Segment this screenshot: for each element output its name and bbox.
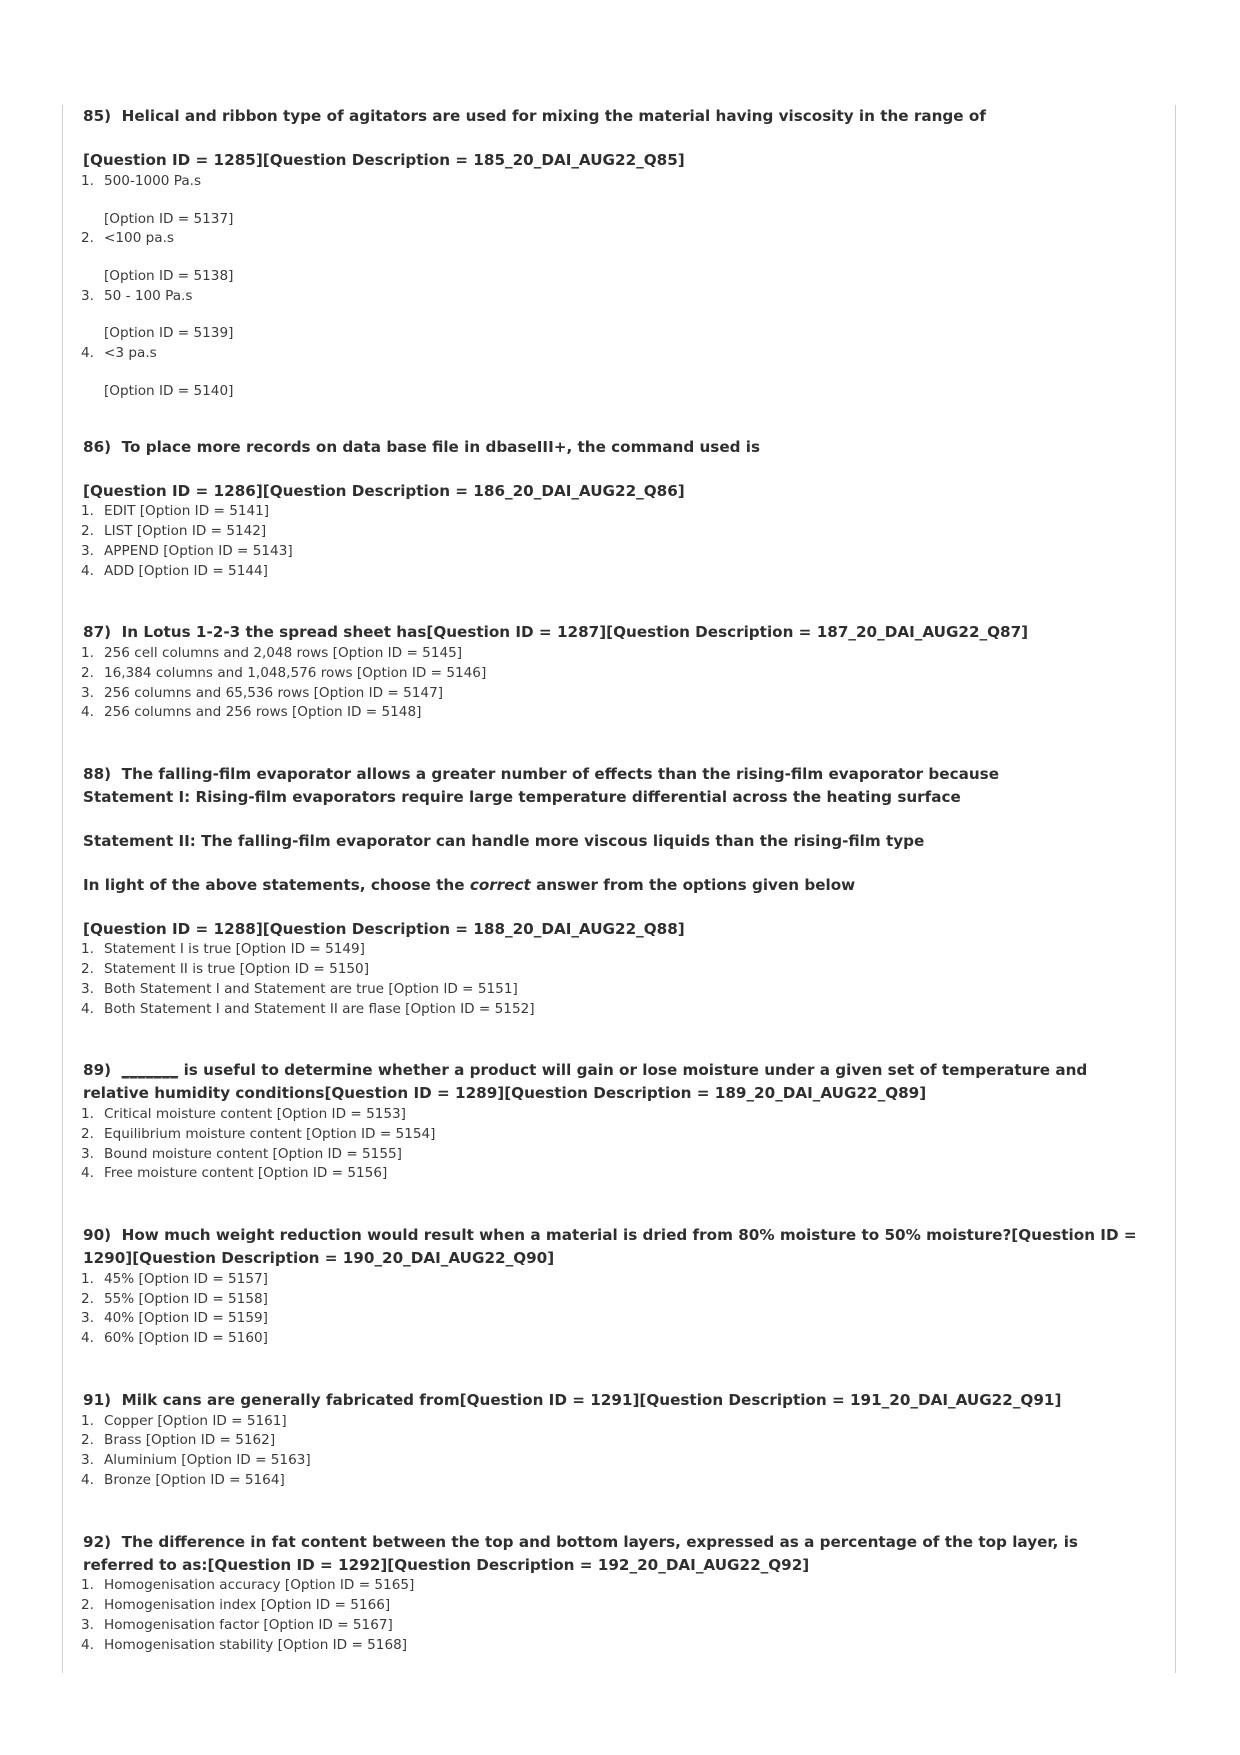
option-item[interactable] — [73, 502, 1155, 522]
question-block-86 — [73, 436, 1155, 582]
option-item[interactable] — [73, 287, 1155, 307]
option-number: 4. — [81, 1636, 94, 1653]
option-text: Copper [Option ID = 5161] — [104, 1412, 287, 1429]
option-id-label: [Option ID = 5139] — [104, 325, 234, 342]
question-stem-90-line2: 1290][Question Description = 190_20_DAI_AUG22_Q90] — [83, 1249, 555, 1268]
option-number: 1. — [81, 941, 94, 958]
question-block-88 — [73, 763, 1155, 1019]
question-stem-87 — [73, 621, 1155, 644]
option-text: Free moisture content [Option ID = 5156] — [104, 1165, 388, 1182]
spacer — [73, 192, 1155, 210]
option-text: 60% [Option ID = 5160] — [104, 1329, 268, 1346]
option-number: 3. — [81, 1616, 94, 1633]
option-text: Statement I is true [Option ID = 5149] — [104, 941, 365, 958]
option-text: Homogenisation index [Option ID = 5166] — [104, 1597, 391, 1614]
option-item[interactable] — [73, 1616, 1155, 1636]
option-item[interactable] — [73, 644, 1155, 664]
spacer — [73, 1491, 1155, 1531]
question-stem-86 — [73, 436, 1155, 459]
option-item[interactable] — [73, 1000, 1155, 1020]
option-number: 3. — [81, 684, 94, 701]
question-number-92: 92) — [83, 1532, 112, 1551]
question-number-85: 85) — [83, 107, 112, 125]
option-text: 500-1000 Pa.s — [104, 172, 202, 189]
option-text: Bronze [Option ID = 5164] — [104, 1471, 285, 1488]
question-text-85: Helical and ribbon type of agitators are used for mixing the material having viscosity in the range of — [121, 107, 986, 125]
option-item[interactable] — [73, 1636, 1155, 1656]
options-list-90 — [73, 1270, 1155, 1349]
question-stem-90 — [73, 1224, 1155, 1247]
spacer — [73, 128, 1155, 149]
option-id-label: [Option ID = 5138] — [104, 268, 234, 284]
option-text: Homogenisation factor [Option ID = 5167] — [104, 1616, 393, 1633]
spacer — [73, 364, 1155, 382]
option-text: Statement II is true [Option ID = 5150] — [104, 961, 369, 978]
option-number: 3. — [81, 1452, 94, 1469]
spacer — [73, 723, 1155, 763]
option-item[interactable] — [73, 1329, 1155, 1349]
option-number: 4. — [81, 1000, 94, 1017]
option-item[interactable] — [73, 1164, 1155, 1184]
instruction-post: answer from the options given below — [530, 875, 856, 894]
spacer — [73, 1019, 1155, 1059]
question-number-86: 86) — [83, 437, 112, 456]
option-item[interactable] — [73, 229, 1155, 249]
option-number: 4. — [81, 704, 94, 721]
option-number: 1. — [81, 1270, 94, 1287]
options-list-91 — [73, 1412, 1155, 1491]
question-text-92: The difference in fat content between the top and bottom layers, expressed as a percentage of the top layer, is — [121, 1532, 1078, 1551]
option-item[interactable] — [73, 1451, 1155, 1471]
option-number: 4. — [81, 1329, 94, 1346]
option-item[interactable] — [73, 1105, 1155, 1125]
question-text-91: Milk cans are generally fabricated from[Question ID = 1291][Question Description = 191_20_DAI_AUG22_Q91] — [121, 1390, 1062, 1409]
question-block-87 — [73, 621, 1155, 723]
option-number: 2. — [81, 961, 94, 978]
question-meta-88: [Question ID = 1288][Question Description = 188_20_DAI_AUG22_Q88] — [83, 919, 685, 938]
option-item[interactable] — [73, 172, 1155, 192]
option-number: 3. — [81, 1310, 94, 1327]
question-stem-91 — [73, 1389, 1155, 1412]
option-number: 2. — [81, 665, 94, 682]
option-text: Aluminium [Option ID = 5163] — [104, 1452, 311, 1469]
question-stem-85 — [73, 105, 1155, 128]
option-text: APPEND [Option ID = 5143] — [104, 542, 293, 559]
question-stem-92-line2: referred to as:[Question ID = 1292][Question Description = 192_20_DAI_AUG22_Q92] — [83, 1555, 810, 1574]
option-text: Homogenisation accuracy [Option ID = 5165] — [104, 1577, 415, 1594]
option-item[interactable] — [73, 1412, 1155, 1432]
fill-in-blank: _______ — [121, 1061, 179, 1080]
instruction-pre: In light of the above statements, choose the — [83, 875, 470, 894]
options-list-85 — [73, 172, 1155, 402]
option-number: 1. — [81, 1412, 94, 1429]
instruction-line — [73, 874, 1155, 897]
question-text-88: The falling-film evaporator allows a greater number of effects than the rising-film evaporator because — [121, 765, 1000, 784]
option-number: 4. — [81, 1471, 94, 1488]
question-text-89: is useful to determine whether a product will gain or lose moisture under a given set of temperature and — [178, 1061, 1088, 1080]
option-number: 3. — [81, 1145, 94, 1162]
option-text: 40% [Option ID = 5159] — [104, 1310, 268, 1327]
question-text-86: To place more records on data base file in dbaseIII+, the command used is — [121, 437, 761, 456]
option-text: 256 columns and 256 rows [Option ID = 5148] — [104, 704, 422, 721]
option-number: 2. — [81, 523, 94, 540]
question-paper-page — [62, 105, 1176, 1673]
question-block-85 — [73, 105, 1155, 402]
option-number: 3. — [81, 542, 94, 559]
option-item[interactable] — [73, 1125, 1155, 1145]
spacer — [73, 306, 1155, 324]
options-list-86 — [73, 502, 1155, 581]
instruction-emphasis: correct — [469, 875, 531, 894]
question-block-92 — [73, 1531, 1155, 1656]
option-item[interactable] — [73, 1309, 1155, 1329]
option-item[interactable] — [73, 1290, 1155, 1310]
option-number: 4. — [81, 562, 94, 579]
statement-1: Statement I: Rising-film evaporators require large temperature differential across the heating surface — [83, 788, 961, 807]
option-text: Equilibrium moisture content [Option ID = 5154] — [104, 1125, 436, 1142]
question-stem-89 — [73, 1059, 1155, 1082]
question-block-90 — [73, 1224, 1155, 1349]
option-text: Homogenisation stability [Option ID = 5168] — [104, 1636, 408, 1653]
options-list-89 — [73, 1105, 1155, 1184]
option-text: <3 pa.s — [104, 345, 157, 362]
option-item[interactable] — [73, 664, 1155, 684]
option-text: Both Statement I and Statement II are flase [Option ID = 5152] — [104, 1000, 535, 1017]
options-list-87 — [73, 644, 1155, 723]
question-number-87: 87) — [83, 623, 112, 642]
option-text: Both Statement I and Statement are true [Option ID = 5151] — [104, 980, 518, 997]
option-id-label: [Option ID = 5137] — [104, 210, 234, 227]
option-item[interactable] — [73, 1270, 1155, 1290]
option-number: 2. — [81, 230, 94, 247]
option-number: 2. — [81, 1597, 94, 1614]
option-text: <100 pa.s — [104, 230, 175, 247]
spacer — [73, 459, 1155, 480]
question-number-90: 90) — [83, 1225, 112, 1244]
statement-2: Statement II: The falling-film evaporator can handle more viscous liquids than the rising-film type — [83, 832, 925, 851]
option-item[interactable] — [73, 1596, 1155, 1616]
spacer — [73, 1184, 1155, 1224]
spacer — [73, 249, 1155, 267]
option-item[interactable] — [73, 1471, 1155, 1491]
option-text: ADD [Option ID = 5144] — [104, 562, 268, 579]
option-item[interactable] — [73, 562, 1155, 582]
option-number: 2. — [81, 1125, 94, 1142]
question-number-88: 88) — [83, 765, 112, 784]
question-stem-92 — [73, 1531, 1155, 1554]
option-text: Critical moisture content [Option ID = 5153] — [104, 1106, 406, 1123]
spacer — [73, 853, 1155, 874]
question-text-90: How much weight reduction would result when a material is dried from 80% moisture to 50% moisture?[Question ID = — [121, 1225, 1137, 1244]
question-meta-86: [Question ID = 1286][Question Description = 186_20_DAI_AUG22_Q86] — [83, 481, 685, 500]
option-number: 1. — [81, 645, 94, 662]
option-number: 2. — [81, 1432, 94, 1449]
option-item[interactable] — [73, 522, 1155, 542]
page-content — [63, 105, 1175, 1655]
question-stem-88 — [73, 763, 1155, 786]
option-text: 50 - 100 Pa.s — [104, 287, 193, 304]
options-list-92 — [73, 1576, 1155, 1655]
spacer — [73, 581, 1155, 621]
spacer — [73, 402, 1155, 436]
option-number: 4. — [81, 1165, 94, 1182]
option-item[interactable] — [73, 960, 1155, 980]
option-text: 45% [Option ID = 5157] — [104, 1270, 268, 1287]
option-item[interactable] — [73, 1431, 1155, 1451]
option-item[interactable] — [73, 344, 1155, 364]
spacer — [73, 809, 1155, 830]
option-number: 1. — [81, 1577, 94, 1594]
option-item[interactable] — [73, 980, 1155, 1000]
option-text: Bound moisture content [Option ID = 5155] — [104, 1145, 402, 1162]
spacer — [73, 1349, 1155, 1389]
option-id-label: [Option ID = 5140] — [104, 382, 234, 399]
spacer — [73, 897, 1155, 918]
option-text: 55% [Option ID = 5158] — [104, 1290, 268, 1307]
option-number: 3. — [81, 980, 94, 997]
question-block-91 — [73, 1389, 1155, 1491]
question-text-87: In Lotus 1-2-3 the spread sheet has[Question ID = 1287][Question Description = 187_20_DAI_AUG22_Q87] — [121, 623, 1029, 642]
option-text: EDIT [Option ID = 5141] — [104, 503, 270, 520]
option-item[interactable] — [73, 1145, 1155, 1165]
question-number-91: 91) — [83, 1390, 112, 1409]
option-number: 1. — [81, 172, 94, 189]
option-item[interactable] — [73, 940, 1155, 960]
option-item[interactable] — [73, 703, 1155, 723]
option-item[interactable] — [73, 684, 1155, 704]
question-number-89: 89) — [83, 1061, 112, 1080]
question-meta-85: [Question ID = 1285][Question Description = 185_20_DAI_AUG22_Q85] — [83, 151, 685, 170]
option-number: 3. — [81, 287, 94, 304]
option-text: 256 columns and 65,536 rows [Option ID = 5147] — [104, 684, 444, 701]
option-number: 1. — [81, 1106, 94, 1123]
option-text: 256 cell columns and 2,048 rows [Option ID = 5145] — [104, 645, 463, 662]
option-number: 1. — [81, 503, 94, 520]
option-text: 16,384 columns and 1,048,576 rows [Option ID = 5146] — [104, 665, 487, 682]
option-text: Brass [Option ID = 5162] — [104, 1432, 276, 1449]
option-number: 2. — [81, 1290, 94, 1307]
option-item[interactable] — [73, 1576, 1155, 1596]
options-list-88 — [73, 940, 1155, 1019]
option-text: LIST [Option ID = 5142] — [104, 523, 267, 540]
question-block-89 — [73, 1059, 1155, 1184]
question-stem-89-line2: relative humidity conditions[Question ID = 1289][Question Description = 189_20_DAI_AUG22_Q89] — [83, 1084, 927, 1103]
option-item[interactable] — [73, 542, 1155, 562]
option-number: 4. — [81, 345, 94, 362]
